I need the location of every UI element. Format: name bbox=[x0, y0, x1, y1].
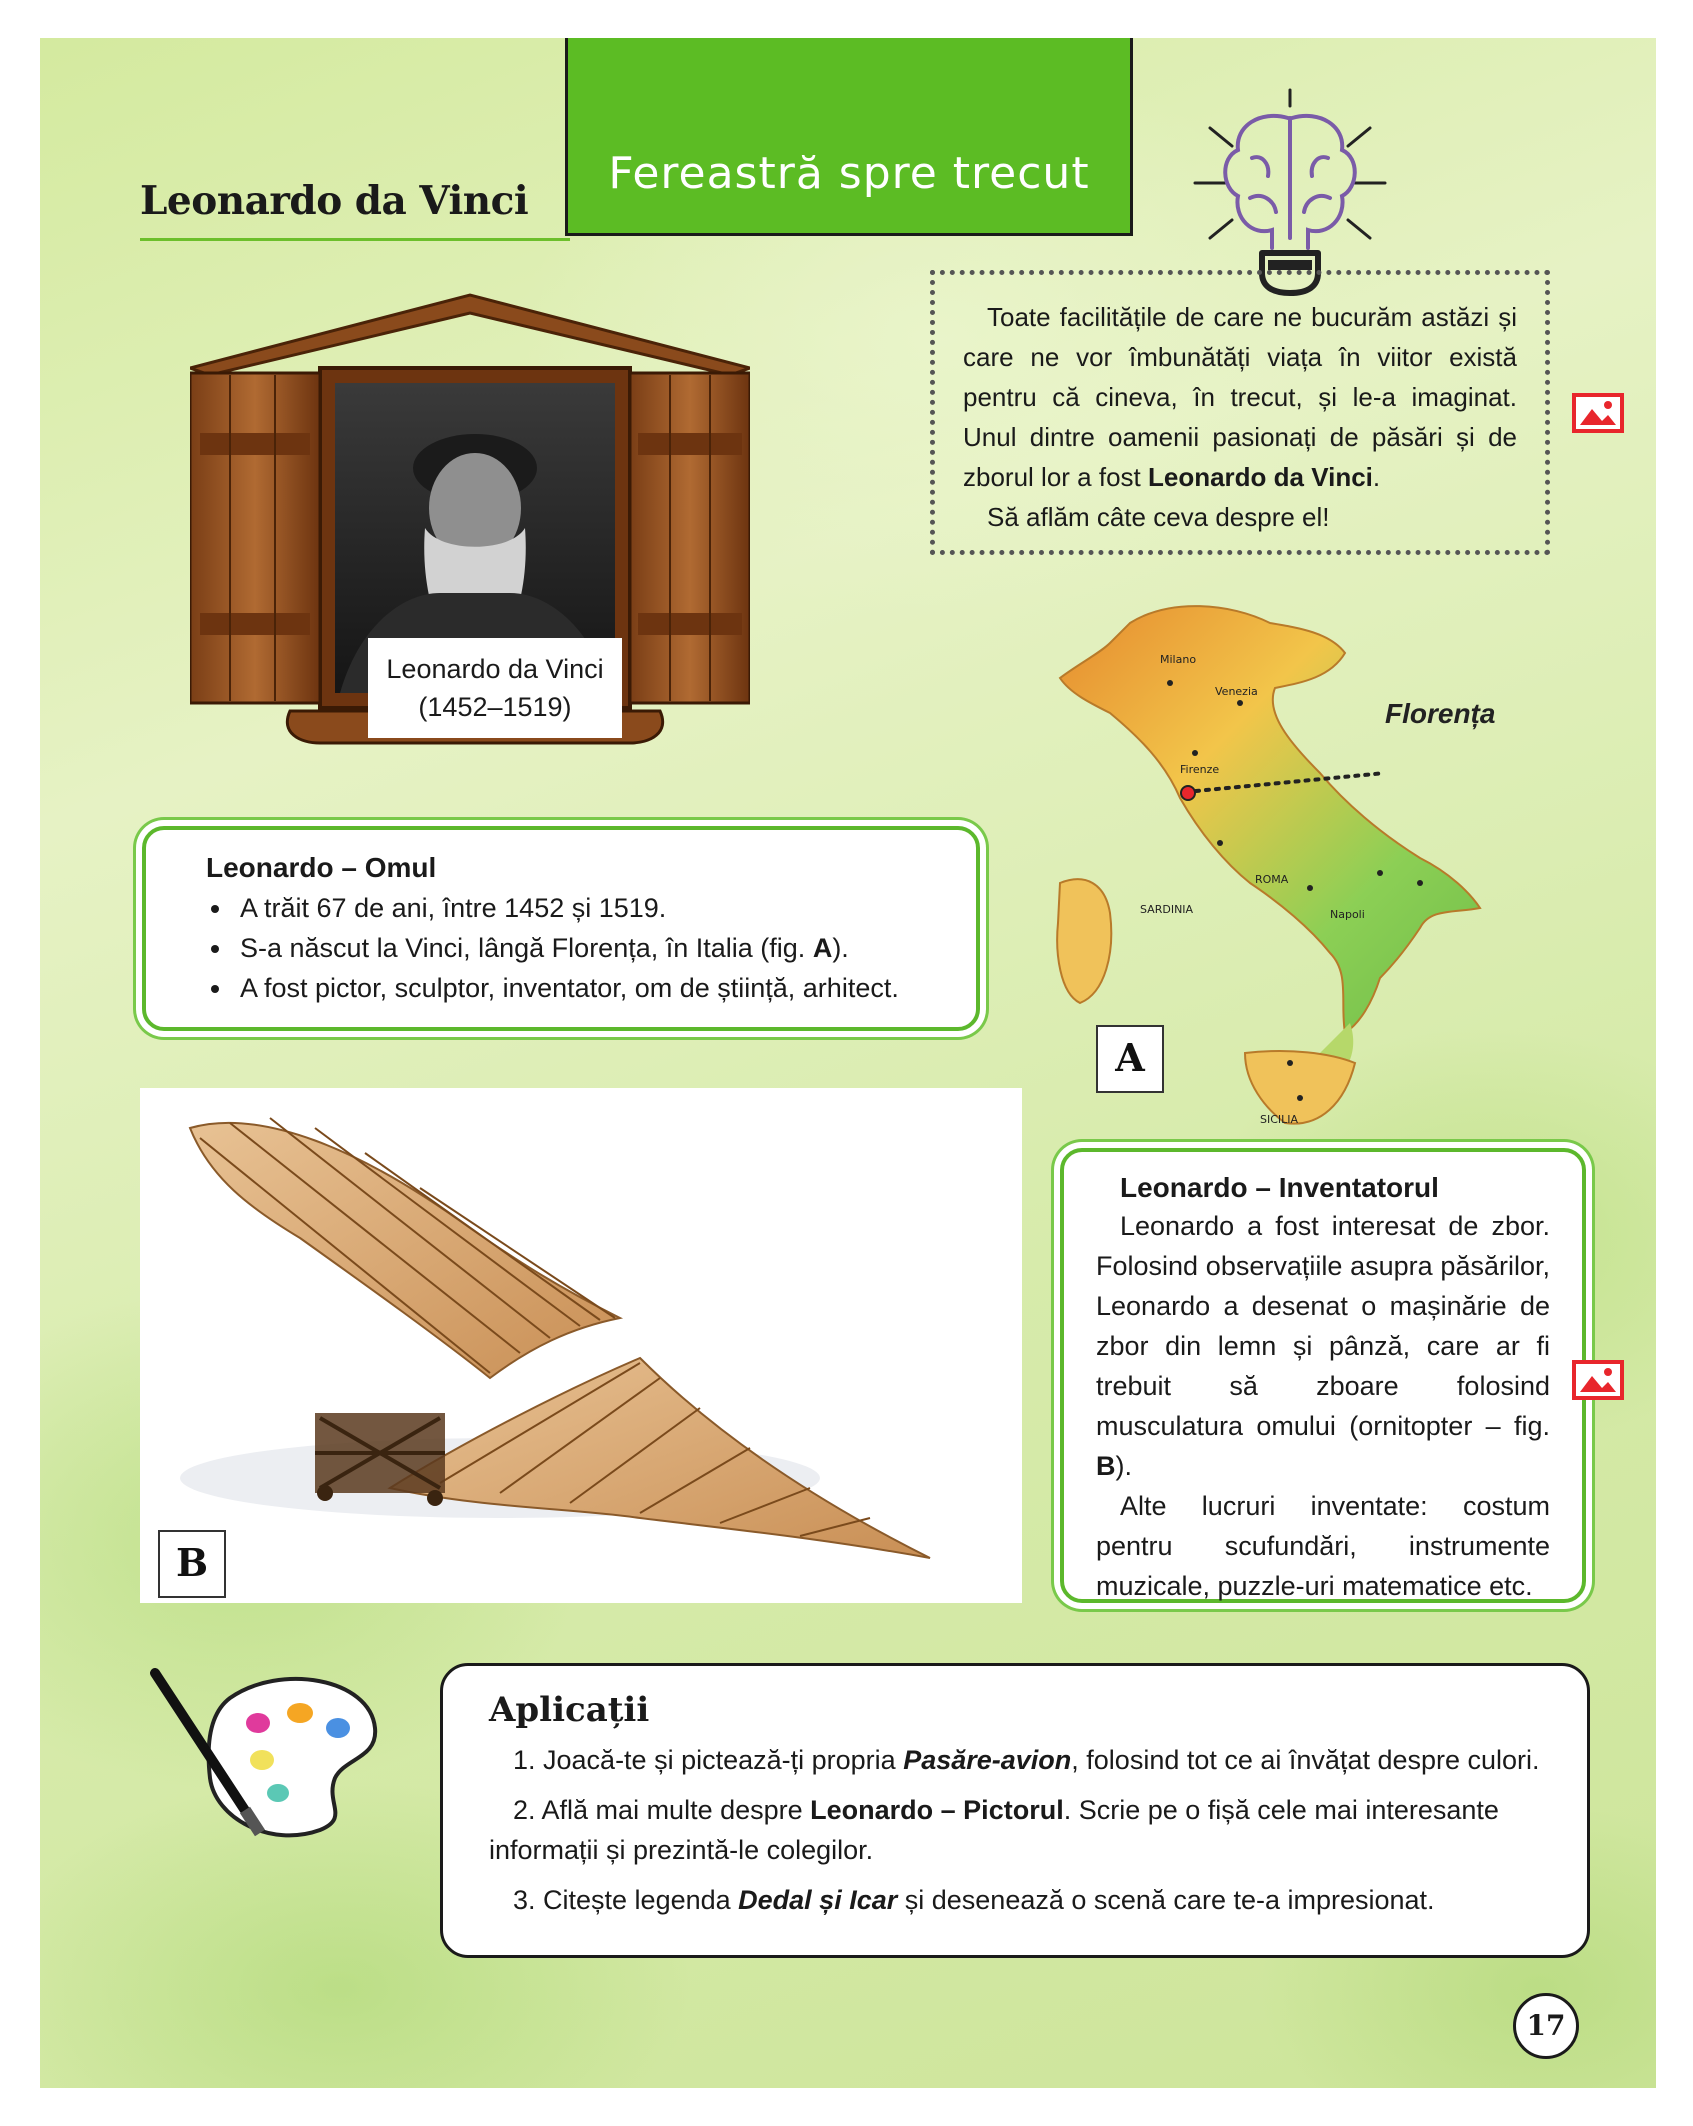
image-icon[interactable] bbox=[1572, 393, 1624, 433]
figure-ref-b: B bbox=[1096, 1451, 1116, 1481]
intro-text-end: . bbox=[1372, 462, 1381, 492]
section-banner bbox=[565, 38, 1133, 236]
application-text: 2. Află mai multe despre bbox=[513, 1795, 811, 1825]
page-title: Leonardo da Vinci bbox=[140, 178, 529, 224]
application-bold-term: Pasăre-avion bbox=[903, 1745, 1072, 1775]
page-number: 17 bbox=[1513, 1993, 1579, 2059]
inventatorul-other-inventions: Alte lucruri inventate: costum pentru scufundări, instrumente muzicale, puzzle-uri matematice etc. bbox=[1096, 1491, 1550, 1601]
omul-title: Leonardo – Omul bbox=[206, 852, 437, 883]
portrait-caption bbox=[368, 638, 622, 738]
inventatorul-text-end: ). bbox=[1115, 1451, 1132, 1481]
omul-item: • A fost pictor, sculptor, inventator, om de știință, arhitect. bbox=[234, 968, 946, 1008]
map-city-label: SICILIA bbox=[1260, 1113, 1299, 1126]
applications-title: Aplicații bbox=[489, 1690, 650, 1730]
image-icon[interactable] bbox=[1572, 1360, 1624, 1400]
inventatorul-title: Leonardo – Inventatorul bbox=[1120, 1172, 1439, 1203]
ornithopter-illustration bbox=[140, 1088, 1022, 1603]
map-city-label: ROMA bbox=[1255, 873, 1289, 886]
omul-list bbox=[206, 888, 946, 1008]
omul-item-text: S-a născut la Vinci, lângă Florența, în Italia (fig. bbox=[240, 933, 813, 963]
intro-name-bold: Leonardo da Vinci bbox=[1147, 462, 1373, 492]
figure-label-b: B bbox=[158, 1530, 226, 1598]
figure-ref-a: A bbox=[812, 933, 833, 963]
figure-label-a: A bbox=[1096, 1025, 1164, 1093]
intro-paragraph bbox=[963, 297, 1517, 497]
application-item bbox=[489, 1880, 1557, 1920]
inventatorul-paragraph bbox=[1096, 1206, 1550, 1486]
map-city-label: Venezia bbox=[1215, 685, 1258, 698]
map-city-label: Milano bbox=[1160, 653, 1197, 666]
italy-map bbox=[1000, 583, 1560, 1163]
caption-years: (1452–1519) bbox=[418, 692, 572, 722]
application-item bbox=[489, 1740, 1557, 1780]
title-underline bbox=[140, 238, 570, 241]
intro-closing: Să aflăm câte ceva despre el! bbox=[987, 502, 1330, 532]
textbook-page bbox=[40, 38, 1656, 2088]
application-text: . Scrie pe o fișă cele mai interesante informații și prezintă-le colegilor. bbox=[489, 1795, 1499, 1865]
brain-lightbulb-icon bbox=[1190, 88, 1390, 298]
map-city-label: Napoli bbox=[1330, 908, 1365, 921]
map-city-label: SARDINIA bbox=[1140, 903, 1194, 916]
intro-text-box bbox=[930, 270, 1550, 555]
caption-name: Leonardo da Vinci bbox=[386, 654, 604, 684]
application-item bbox=[489, 1790, 1557, 1870]
applications-box bbox=[440, 1663, 1590, 1958]
application-text: 3. Citește legenda bbox=[513, 1885, 739, 1915]
inventatorul-text: Leonardo a fost interesat de zbor. Folosind observațiile asupra păsărilor, Leonardo a desenat o mașinărie de zbor din lemn și pânză, care ar fi trebuit să zboare folosind musculatura omului (ornitopter – fig. bbox=[1096, 1211, 1550, 1441]
inventatorul-info-box bbox=[1060, 1148, 1586, 1603]
omul-item bbox=[234, 928, 946, 968]
map-city-label: Firenze bbox=[1180, 763, 1220, 776]
palette-brush-icon bbox=[150, 1668, 390, 1838]
application-text: și desenează o scenă care te-a impresionat. bbox=[897, 1885, 1435, 1915]
intro-text: Toate facilitățile de care ne bucurăm astăzi și care ne vor îmbunătăți viața în viitor există pentru că cineva, în trecut, și le-a imaginat. Unul dintre oamenii pasionați de păsări și de zborul lor a fost bbox=[963, 302, 1517, 492]
omul-item-end: ). bbox=[832, 933, 849, 963]
banner-title: Fereastră spre trecut bbox=[608, 148, 1090, 199]
florenta-map-label: Florența bbox=[1385, 698, 1496, 729]
application-text: 1. Joacă-te și pictează-ți propria bbox=[513, 1745, 904, 1775]
application-bold-term: Dedal și Icar bbox=[738, 1885, 898, 1915]
ornithopter-image-panel bbox=[140, 1088, 1022, 1603]
omul-info-box bbox=[142, 826, 980, 1031]
application-text: , folosind tot ce ai învățat despre culori. bbox=[1071, 1745, 1540, 1775]
omul-item: • A trăit 67 de ani, între 1452 și 1519. bbox=[234, 888, 946, 928]
application-bold-term: Leonardo – Pictorul bbox=[810, 1795, 1064, 1825]
